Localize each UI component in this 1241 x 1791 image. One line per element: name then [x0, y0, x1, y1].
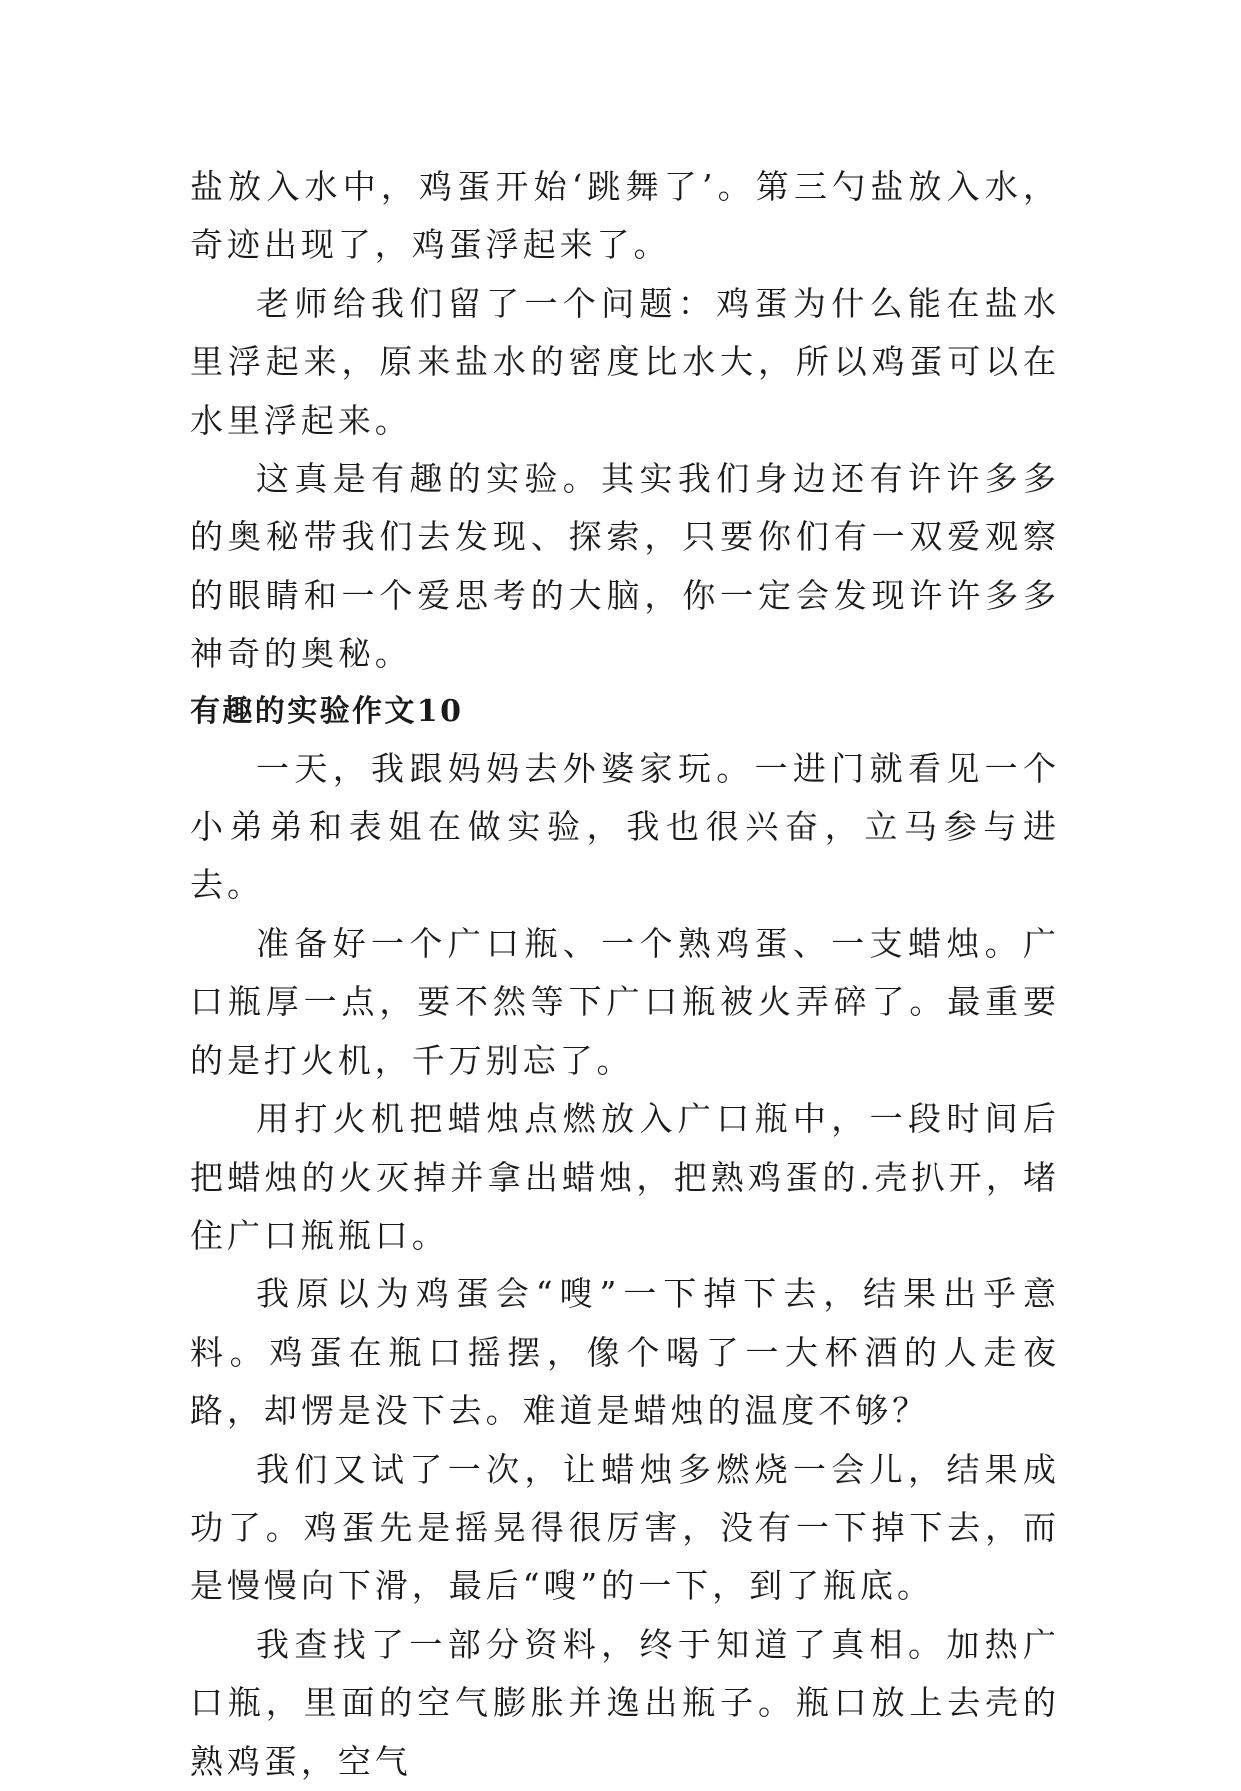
paragraph: 盐放入水中，鸡蛋开始‘跳舞了’。第三勺盐放入水，奇迹出现了，鸡蛋浮起来了。 [190, 167, 1060, 265]
paragraph: 一天，我跟妈妈去外婆家玩。一进门就看见一个小弟弟和表姐在做实验，我也很兴奋，立马参与进去。 [190, 748, 1060, 905]
document-body [190, 158, 1060, 1791]
section-title: 有趣的实验作文10 [190, 693, 464, 729]
paragraph: 用打火机把蜡烛点燃放入广口瓶中，一段时间后把蜡烛的火灭掉并拿出蜡烛，把熟鸡蛋的.壳扒开，堵住广口瓶瓶口。 [190, 1099, 1060, 1255]
paragraph: 这真是有趣的实验。其实我们身边还有许许多多的奥秘带我们去发现、探索，只要你们有一双爱观察的眼睛和一个爱思考的大脑，你一定会发现许许多多神奇的奥秘。 [190, 459, 1060, 674]
paragraph: 我们又试了一次，让蜡烛多燃烧一会儿，结果成功了。鸡蛋先是摇晃得很厉害，没有一下掉下去，而是慢慢向下滑，最后“嗖”的一下，到了瓶底。 [190, 1449, 1060, 1606]
paragraph: 我原以为鸡蛋会“嗖”一下掉下去，结果出乎意料。鸡蛋在瓶口摇摆，像个喝了一大杯酒的人走夜路，却愣是没下去。难道是蜡烛的温度不够？ [190, 1274, 1060, 1431]
paragraph: 准备好一个广口瓶、一个熟鸡蛋、一支蜡烛。广口瓶厚一点，要不然等下广口瓶被火弄碎了。最重要的是打火机，千万别忘了。 [190, 923, 1060, 1080]
paragraph: 我查找了一部分资料，终于知道了真相。加热广口瓶，里面的空气膨胀并逸出瓶子。瓶口放上去壳的熟鸡蛋，空气 [190, 1624, 1060, 1781]
paragraph: 老师给我们留了一个问题：鸡蛋为什么能在盐水里浮起来，原来盐水的密度比水大，所以鸡蛋可以在水里浮起来。 [190, 283, 1060, 440]
